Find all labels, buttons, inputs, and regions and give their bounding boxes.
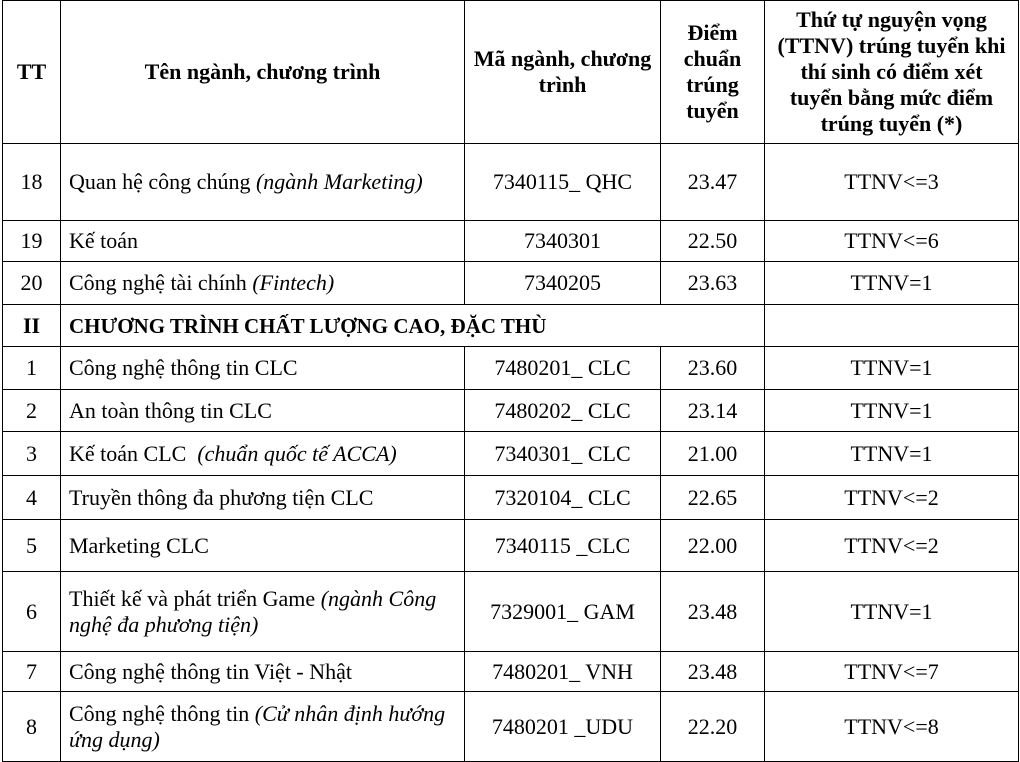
admission-table	[2, 0, 1019, 762]
row-number: 8	[3, 692, 61, 762]
header-row	[3, 1, 1019, 144]
cutoff-score: 22.20	[661, 692, 765, 762]
cutoff-score: 22.50	[661, 221, 765, 262]
table-row	[3, 144, 1019, 221]
program-code: 7480201_ VNH	[465, 652, 661, 692]
table-row	[3, 390, 1019, 432]
row-number: 19	[3, 221, 61, 262]
program-name-cell	[61, 432, 465, 476]
ttnv-value: TTNV<=3	[765, 144, 1019, 221]
program-code: 7329001_ GAM	[465, 572, 661, 652]
program-name-note: (Fintech)	[252, 270, 335, 295]
program-name: Truyền thông đa phương tiện CLC	[69, 484, 374, 510]
header-tt: TT	[3, 1, 61, 144]
row-number: 20	[3, 262, 61, 305]
table-row	[3, 476, 1019, 520]
program-name: Công nghệ thông tin Việt - Nhật	[69, 658, 353, 684]
header-score: Điểm chuẩn trúng tuyển	[661, 1, 765, 144]
section-title: CHƯƠNG TRÌNH CHẤT LƯỢNG CAO, ĐẶC THÙ	[61, 305, 765, 347]
ttnv-value: TTNV=1	[765, 347, 1019, 390]
cutoff-score: 21.00	[661, 432, 765, 476]
cutoff-score: 22.00	[661, 520, 765, 572]
program-name-cell	[61, 390, 465, 432]
table-row	[3, 262, 1019, 305]
section-row	[3, 305, 1019, 347]
program-code: 7480202_ CLC	[465, 390, 661, 432]
program-name-cell	[61, 520, 465, 572]
table-body-a	[3, 144, 1019, 305]
cutoff-score: 23.63	[661, 262, 765, 305]
table-row	[3, 221, 1019, 262]
ttnv-value: TTNV<=2	[765, 476, 1019, 520]
header-ttnv: Thứ tự nguyện vọng (TTNV) trúng tuyển khi thí sinh có điểm xét tuyển bằng mức điểm trúng tuyển (*)	[765, 1, 1019, 144]
row-number: 3	[3, 432, 61, 476]
program-name-cell	[61, 476, 465, 520]
cutoff-score: 23.48	[661, 652, 765, 692]
ttnv-value: TTNV=1	[765, 262, 1019, 305]
program-name: Công nghệ tài chính	[69, 270, 253, 295]
table-row	[3, 520, 1019, 572]
row-number: 4	[3, 476, 61, 520]
cutoff-score: 23.14	[661, 390, 765, 432]
ttnv-value: TTNV<=7	[765, 652, 1019, 692]
ttnv-value: TTNV<=2	[765, 520, 1019, 572]
program-name-cell	[61, 262, 465, 305]
ttnv-value: TTNV=1	[765, 432, 1019, 476]
header-code: Mã ngành, chương trình	[465, 1, 661, 144]
program-name-note: (Cử nhân định hướng ứng dụng)	[69, 700, 446, 752]
row-number: 7	[3, 652, 61, 692]
ttnv-value: TTNV=1	[765, 390, 1019, 432]
header-name: Tên ngành, chương trình	[61, 1, 465, 144]
table-row	[3, 652, 1019, 692]
table-row	[3, 432, 1019, 476]
program-code: 7340301_ CLC	[465, 432, 661, 476]
program-name-cell	[61, 347, 465, 390]
program-name: Kế toán	[69, 228, 139, 253]
program-code: 7320104_ CLC	[465, 476, 661, 520]
section-empty-cell	[765, 305, 1019, 347]
ttnv-value: TTNV<=8	[765, 692, 1019, 762]
cutoff-score: 23.48	[661, 572, 765, 652]
row-number: 2	[3, 390, 61, 432]
section-body	[3, 305, 1019, 347]
table-row	[3, 572, 1019, 652]
program-name-cell	[61, 572, 465, 652]
program-name: Quan hệ công chúng	[69, 169, 256, 194]
row-number: 5	[3, 520, 61, 572]
program-name-cell	[61, 652, 465, 692]
row-number: 1	[3, 347, 61, 390]
program-name: Công nghệ thông tin	[69, 700, 255, 726]
program-name-note: (ngành Marketing)	[255, 169, 423, 194]
program-name-cell	[61, 221, 465, 262]
section-number: II	[3, 305, 61, 347]
table-row	[3, 692, 1019, 762]
program-code: 7340115_ QHC	[465, 144, 661, 221]
program-name-cell	[61, 692, 465, 762]
program-name: Thiết kế và phát triển Game	[69, 585, 321, 611]
program-code: 7480201_ CLC	[465, 347, 661, 390]
program-name: Kế toán CLC	[69, 440, 198, 466]
row-number: 18	[3, 144, 61, 221]
program-code: 7480201 _UDU	[465, 692, 661, 762]
ttnv-value: TTNV<=6	[765, 221, 1019, 262]
program-name: An toàn thông tin CLC	[69, 397, 272, 423]
table-row	[3, 347, 1019, 390]
program-name-note: (ngành Công nghệ đa phương tiện)	[69, 585, 437, 637]
program-code: 7340205	[465, 262, 661, 305]
program-code: 7340301	[465, 221, 661, 262]
program-code: 7340115 _CLC	[465, 520, 661, 572]
program-name: Công nghệ thông tin CLC	[69, 355, 298, 380]
program-name: Marketing CLC	[69, 532, 209, 558]
table-body-b	[3, 347, 1019, 762]
cutoff-score: 23.47	[661, 144, 765, 221]
cutoff-score: 22.65	[661, 476, 765, 520]
ttnv-value: TTNV=1	[765, 572, 1019, 652]
cutoff-score: 23.60	[661, 347, 765, 390]
program-name-cell	[61, 144, 465, 221]
row-number: 6	[3, 572, 61, 652]
program-name-note: (chuẩn quốc tế ACCA)	[197, 440, 397, 466]
